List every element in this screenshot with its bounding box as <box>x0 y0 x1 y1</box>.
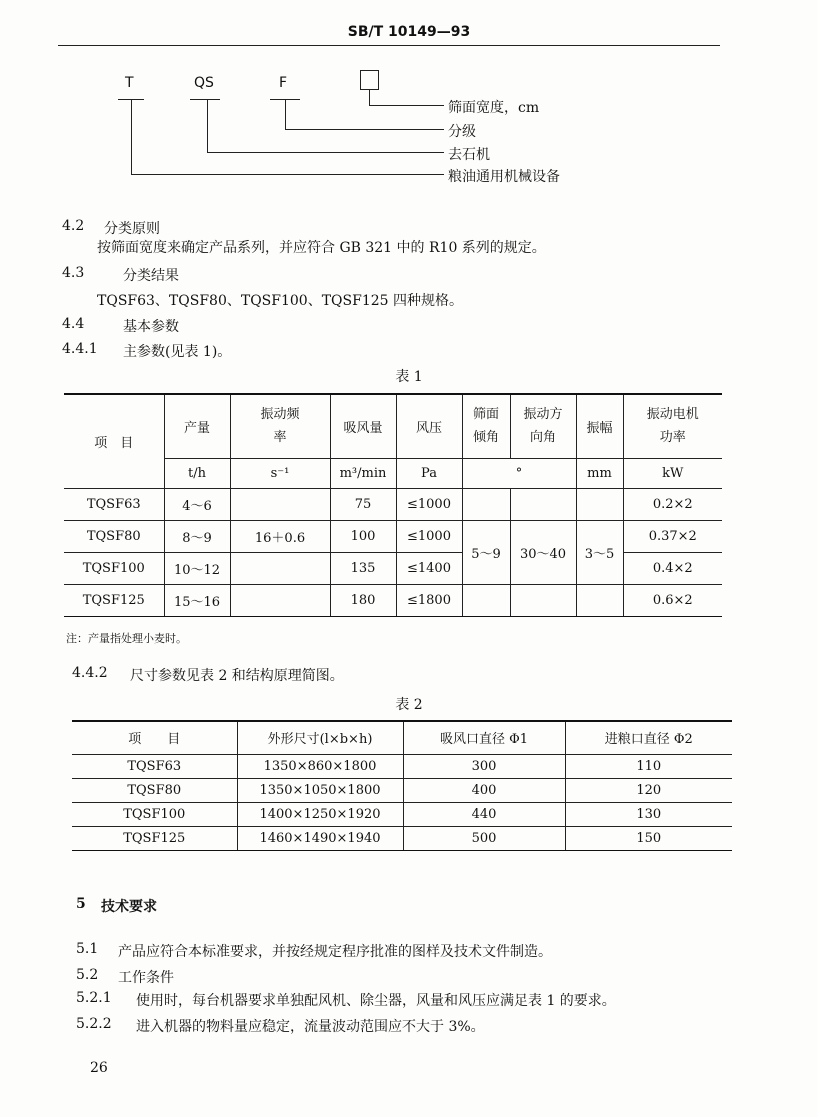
t1-shared-frequency: 16＋0.6 <box>230 520 330 552</box>
t1-header-amplitude: 振幅 <box>576 394 623 458</box>
section-4-4-1-title: 主参数(见表 1)。 <box>123 344 232 360</box>
code-letter-f: F <box>279 75 288 91</box>
t1-unit-output: t/h <box>164 458 230 488</box>
label-destoner: 去石机 <box>448 147 490 163</box>
t1-unit-air-volume: m³/min <box>330 458 396 488</box>
t1-unit-angle: ° <box>462 458 576 488</box>
t2-header-item: 项 目 <box>72 721 237 754</box>
section-5-1-number: 5.1 <box>76 941 99 957</box>
table2 <box>72 720 732 851</box>
section-4-4-2-number: 4.4.2 <box>72 665 108 681</box>
page-number: 26 <box>90 1060 108 1076</box>
t1-header-item: 项 目 <box>64 394 164 488</box>
section-5-2-number: 5.2 <box>76 967 99 983</box>
t2-header-size: 外形尺寸(l×b×h) <box>237 721 403 754</box>
t1-header-pressure: 风压 <box>396 394 462 458</box>
section-4-3-text: TQSF63、TQSF80、TQSF100、TQSF125 四种规格。 <box>97 293 464 309</box>
section-4-3-title: 分类结果 <box>123 268 179 284</box>
t1-shared-angle: 5～9 <box>462 520 510 584</box>
t1-unit-frequency: s⁻¹ <box>230 458 330 488</box>
section-4-2-number: 4.2 <box>62 218 85 234</box>
table2-caption: 表 2 <box>395 697 423 713</box>
t1-unit-amplitude: mm <box>576 458 623 488</box>
table1-note: 注：产量指处理小麦时。 <box>66 632 187 645</box>
section-4-2-text: 按筛面宽度来确定产品系列，并应符合 GB 321 中的 R10 系列的规定。 <box>97 240 546 256</box>
section-5-2-text: 工作条件 <box>118 970 174 986</box>
section-5-2-1-number: 5.2.1 <box>76 990 112 1006</box>
section-5-1-text: 产品应符合本标准要求，并按经规定程序批准的图样及技术文件制造。 <box>118 944 552 960</box>
section-5-2-2-number: 5.2.2 <box>76 1016 112 1032</box>
section-5-title: 技术要求 <box>101 899 157 915</box>
section-5-2-2-text: 进入机器的物料量应稳定，流量波动范围应不大于 3%。 <box>136 1019 485 1035</box>
t1-header-screen-angle: 筛面倾角 <box>462 394 510 458</box>
section-4-3-number: 4.3 <box>62 265 85 281</box>
t1-header-output: 产量 <box>164 394 230 458</box>
table-row: TQSF125 1460×1490×1940 500 150 <box>72 826 732 850</box>
table-row: TQSF80 8～9 16＋0.6 100 ≤1000 5～9 30～40 3～5 0.37×2 <box>64 520 722 552</box>
section-5-2-1-text: 使用时，每台机器要求单独配风机、除尘器，风量和风压应满足表 1 的要求。 <box>136 993 616 1009</box>
table-row: TQSF125 15～16 180 ≤1800 0.6×2 <box>64 584 722 616</box>
table1 <box>64 393 722 617</box>
section-4-4-title: 基本参数 <box>123 319 179 335</box>
t1-header-air-volume: 吸风量 <box>330 394 396 458</box>
standard-number: SB/T 10149—93 <box>347 24 471 40</box>
section-4-4-2-title: 尺寸参数见表 2 和结构原理简图。 <box>130 668 344 684</box>
table-row: TQSF80 1350×1050×1800 400 120 <box>72 778 732 802</box>
t2-header-d2: 进粮口直径 Φ2 <box>565 721 732 754</box>
t2-header-d1: 吸风口直径 Φ1 <box>403 721 565 754</box>
t1-shared-direction: 30～40 <box>510 520 576 584</box>
section-5-number: 5 <box>76 896 86 912</box>
code-letter-qs: QS <box>194 75 214 91</box>
table1-caption: 表 1 <box>395 369 423 385</box>
section-4-2-title: 分类原则 <box>104 221 160 237</box>
label-screen-width: 筛面宽度，cm <box>448 100 540 116</box>
code-letter-t: T <box>125 75 134 91</box>
code-placeholder-box <box>360 70 379 90</box>
table-row: TQSF100 1400×1250×1920 440 130 <box>72 802 732 826</box>
label-grading: 分级 <box>448 124 476 140</box>
table-row: TQSF100 10～12 135 ≤1400 0.4×2 <box>64 552 722 584</box>
t1-unit-power: kW <box>623 458 722 488</box>
table-row: TQSF63 1350×860×1800 300 110 <box>72 754 732 778</box>
t1-header-motor-power: 振动电机功率 <box>623 394 722 458</box>
t1-shared-amplitude: 3～5 <box>576 520 623 584</box>
table-row: TQSF63 4～6 75 ≤1000 0.2×2 <box>64 488 722 520</box>
section-4-4-1-number: 4.4.1 <box>62 341 98 357</box>
t1-unit-pressure: Pa <box>396 458 462 488</box>
t1-header-frequency: 振动频率 <box>230 394 330 458</box>
header-rule <box>58 45 720 46</box>
t1-header-direction-angle: 振动方向角 <box>510 394 576 458</box>
label-grain-machinery: 粮油通用机械设备 <box>448 169 560 185</box>
section-4-4-number: 4.4 <box>62 316 85 332</box>
